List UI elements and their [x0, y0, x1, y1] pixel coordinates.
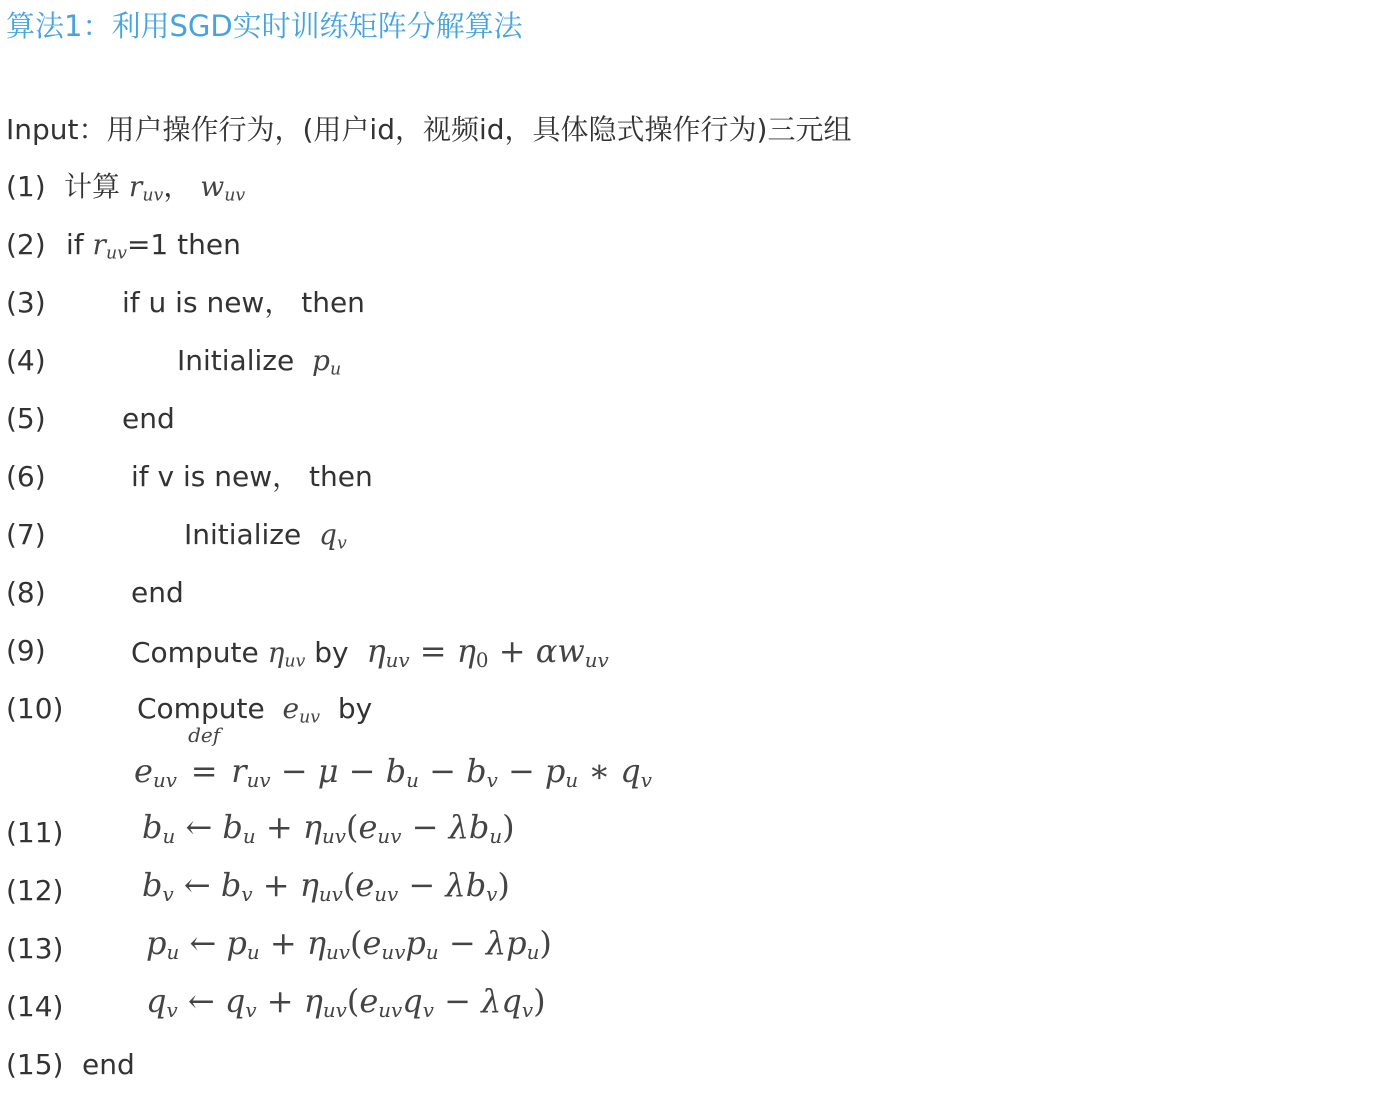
keyword-by: by — [314, 636, 349, 669]
math-q-v: $q_v$ — [319, 518, 347, 554]
error-formula: $e_{uv}$ def = $r_{uv} - \mu - b_u - b_v - p_u$ ∗ $q_v$ — [134, 747, 652, 795]
step-text: Initialize — [184, 518, 302, 551]
input-text: Input：用户操作行为，(用户id，视频id，具体隐式操作行为)三元组 — [6, 113, 852, 146]
update-b-v-formula: $b_v$ ← $b_v + \eta_{uv}(e_{uv} - \lambda b_v)$ — [142, 866, 510, 906]
math-r-uv: $r_{uv}$ — [92, 228, 127, 264]
step-text: Initialize — [177, 344, 295, 377]
step-body — [66, 223, 241, 275]
update-p-u-formula: $p_u$ ← $p_u + \eta_{uv}(e_{uv}p_u - \lambda p_u)$ — [146, 924, 552, 964]
step-number: (3) — [6, 286, 46, 319]
update-b-u-formula: $b_u$ ← $b_u + \eta_{uv}(e_{uv} - \lambda b_u)$ — [142, 808, 515, 848]
separator: ， — [163, 170, 192, 203]
step-number: (11) — [6, 816, 64, 849]
step-number: (14) — [6, 990, 64, 1023]
step-text: 计算 — [64, 170, 121, 203]
step-number: (9) — [6, 634, 46, 667]
step-text: if v is new， then — [131, 460, 373, 493]
step-number: (6) — [6, 460, 46, 493]
step-body — [131, 629, 609, 683]
math-r-uv: $r_{uv}$ — [128, 170, 164, 206]
step-text: if u is new， then — [122, 286, 365, 319]
step-body — [184, 513, 347, 565]
math-w-uv: $w_{uv}$ — [200, 170, 246, 206]
step-number: (2) — [6, 228, 46, 261]
step-number: (15) — [6, 1048, 64, 1081]
keyword-if: if — [66, 228, 84, 261]
learning-rate-formula: $\eta_{uv} = \eta_0 + \alpha w_{uv}$ — [366, 632, 609, 672]
step-text: end — [131, 576, 184, 609]
def-equals: def = — [188, 723, 221, 790]
step-number: (5) — [6, 402, 46, 435]
step-number: (10) — [6, 692, 64, 725]
step-body — [137, 687, 372, 739]
step-text: end — [82, 1048, 135, 1081]
step-text: Compute — [131, 636, 259, 669]
step-number: (7) — [6, 518, 46, 551]
math-p-u: $p_u$ — [312, 344, 342, 380]
step-number: (13) — [6, 932, 64, 965]
update-q-v-formula: $q_v$ ← $q_v + \eta_{uv}(e_{uv}q_v - \lambda q_v)$ — [146, 982, 546, 1022]
math-eta-uv: $\eta_{uv}$ — [267, 636, 306, 672]
step-body — [177, 339, 341, 391]
step-number: (4) — [6, 344, 46, 377]
step-text: end — [122, 402, 175, 435]
step-number: (1) — [6, 170, 46, 203]
step-body — [64, 165, 245, 217]
step-number: (12) — [6, 874, 64, 907]
algorithm-title: 算法1：利用SGD实时训练矩阵分解算法 — [6, 9, 523, 43]
step-number: (8) — [6, 576, 46, 609]
math-e-uv: $e_{uv}$ — [282, 692, 321, 728]
step-text: Compute — [137, 692, 265, 725]
step-text: =1 then — [126, 228, 241, 261]
input-line — [6, 108, 851, 152]
keyword-by: by — [337, 692, 373, 725]
